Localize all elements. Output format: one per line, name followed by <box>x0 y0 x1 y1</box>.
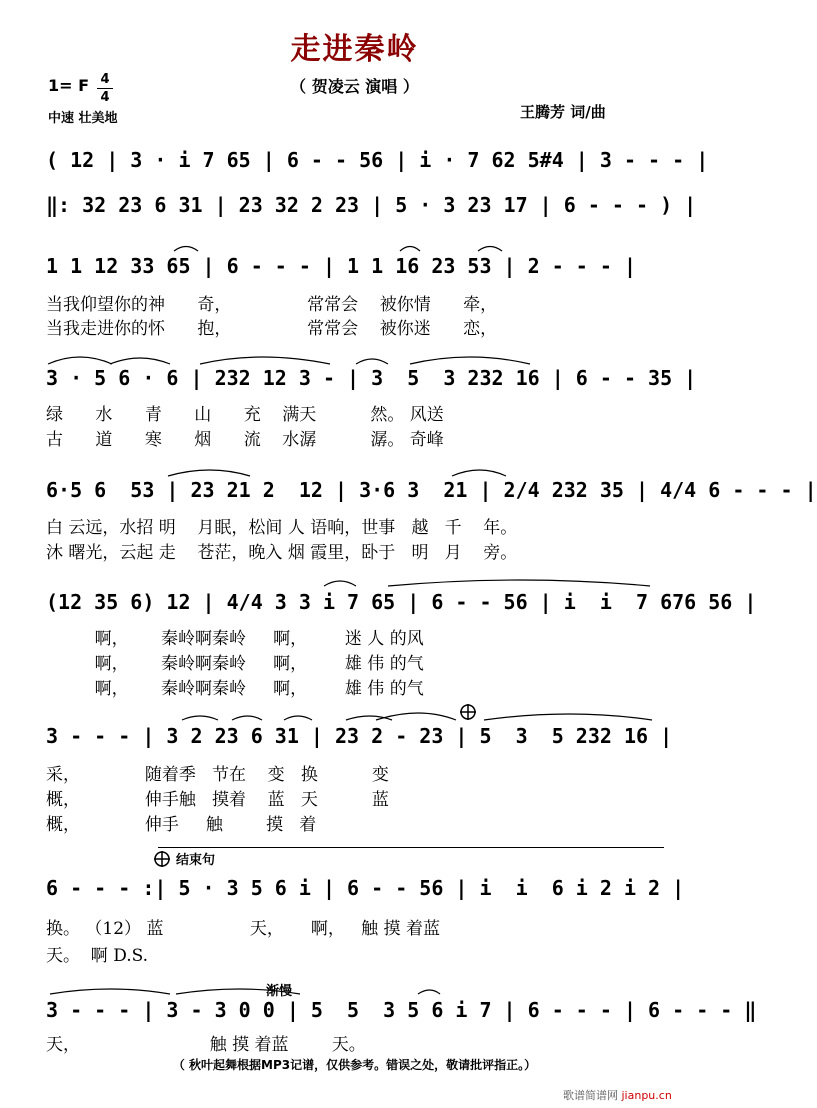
lyric-line-9-verse-1: 天， 触 摸 着蓝 天。 <box>46 1035 366 1055</box>
notation-line-1: ( 12 | 3 · i 7 65 | 6 - - 56 | i · 7 62 5#4 | 3 - - - | <box>46 148 709 172</box>
lyric-line-4-verse-2: 古 道 寒 烟 流 水潺 潺。 奇峰 <box>46 430 444 450</box>
lyric-line-7-verse-1: 采， 随着季 节在 变 换 变 <box>46 765 389 785</box>
tempo-change-marking: 渐慢 <box>266 984 293 999</box>
lyric-line-6-verse-1: 啊， 秦岭啊秦岭 啊， 迷 人 的风 <box>46 629 424 649</box>
lyric-line-4-verse-1: 绿 水 青 山 充 满天 然。 风送 <box>46 405 444 425</box>
notation-line-6: (12 35 6) 12 | 4/4 3 3 i 7 65 | 6 - - 56 | i i 7 676 56 | <box>46 590 757 614</box>
notation-line-4: 3 · 5 6 · 6 | 232 12 3 - | 3 5 3 232 16 | 6 - - 35 | <box>46 366 697 390</box>
footer-note: （ 秋叶起舞根据MP3记谱，仅供参考。错误之处，敬请批评指正。） <box>172 1058 537 1072</box>
lyric-line-7-verse-3: 概， 伸手 触 摸 着 <box>46 815 317 835</box>
key-signature: 1= F <box>48 76 90 95</box>
lyric-line-6-verse-2: 啊， 秦岭啊秦岭 啊， 雄 伟 的气 <box>46 654 424 674</box>
notation-line-5: 6·5 6 53 | 23 21 2 12 | 3·6 3 21 | 2/4 232 35 | 4/4 6 - - - | <box>46 478 817 502</box>
song-title: 走进秦岭 <box>290 32 419 67</box>
lyric-line-5-verse-2: 沐 曙光，云起 走 苍茫，晚入 烟 霞里，卧于 明 月 旁。 <box>46 543 518 563</box>
time-bottom: 4 <box>100 90 110 105</box>
composer-credit: 王腾芳 词/曲 <box>520 103 606 121</box>
singer-credit: （ 贺凌云 演唱 ） <box>290 77 419 96</box>
coda-label: 结束句 <box>176 853 216 868</box>
time-top: 4 <box>100 72 110 87</box>
lyric-line-8-verse-2: 天。 啊 D.S. <box>46 946 149 966</box>
notation-line-3: 1 1 12 33 65 | 6 - - - | 1 1 16 23 53 | 2 - - - | <box>46 254 637 278</box>
notation-line-8: 6 - - - :| 5 · 3 5 6 i | 6 - - 56 | i i 6 i 2 i 2 | <box>46 876 685 900</box>
notation-line-2: ‖: 32 23 6 31 | 23 32 2 23 | 5 · 3 23 17 | 6 - - - ) | <box>46 193 697 217</box>
lyric-line-3-verse-1: 当我仰望你的神 奇， 常常会 被你情 牵， <box>46 295 498 315</box>
lyric-line-5-verse-1: 白 云远，水招 明 月眠，松间 人 语响，世事 越 千 年。 <box>46 518 518 538</box>
notation-line-9: 3 - - - | 3 - 3 0 0 | 5 5 3 5 6 i 7 | 6 - - - | 6 - - - ‖ <box>46 998 757 1022</box>
watermark: 歌谱简谱网 jianpu.cn <box>563 1089 672 1102</box>
lyric-line-6-verse-3: 啊， 秦岭啊秦岭 啊， 雄 伟 的气 <box>46 679 424 699</box>
notation-line-7: 3 - - - | 3 2 23 6 31 | 23 2 - 23 | 5 3 5 232 16 | <box>46 724 673 748</box>
lyric-line-3-verse-2: 当我走进你的怀 抱， 常常会 被你迷 恋， <box>46 319 498 339</box>
tempo-marking: 中速 壮美地 <box>48 111 118 126</box>
lyric-line-8-verse-1: 换。 （12） 蓝 天， 啊， 触 摸 着蓝 <box>46 919 440 939</box>
lyric-line-7-verse-2: 概， 伸手触 摸着 蓝 天 蓝 <box>46 790 389 810</box>
